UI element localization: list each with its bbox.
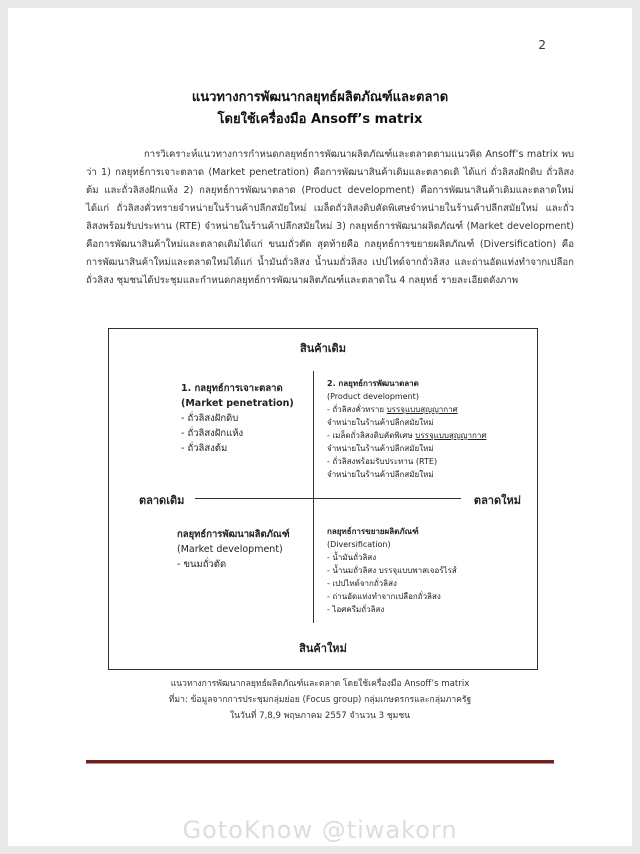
quadrant-title: 2. กลยุทธ์การพัฒนาตลาด <box>327 379 419 388</box>
quadrant-market-development <box>177 527 290 572</box>
quadrant-title: 1. กลยุทธ์การเจาะตลาด <box>181 383 283 394</box>
list-item-continued: จำหน่ายในร้านค้าปลีกสมัยใหม่ <box>327 444 434 453</box>
quadrant-diversification <box>327 525 457 616</box>
list-item <box>327 429 486 442</box>
quadrant-market-penetration <box>181 381 294 456</box>
horizontal-axis <box>195 498 461 499</box>
intro-paragraph: การวิเคราะห์แนวทางการกำหนดกลยุทธ์การพัฒนาผลิตภัณฑ์และตลาดตามแนวคิด Ansoff’s matrix พบว่า 1) กลยุทธ์การเจาะตลาด (Market penetration) คือการพัฒนาสินค้าเดิมและตลาดเดิ ได้แก่ ถั่วลิสงฝักดิบ ถั่วลิสงต้ม และถั่วลิสงฝักแห้ง 2) กลยุทธ์การพัฒนาตลาด (Product development) คือการพัฒนาสินค้าเดิมและตลาดใหม่ ได้แก่ ถั่วลิสงคั่วทรายจำหน่ายในร้านค้าปลีกสมัยใหม่ เมล็ดถั่วลิสงดิบคัดพิเศษจำหน่ายในร้านค้าปลีกสมัยใหม่ และถั่วลิสงพร้อมรับประทาน (RTE) จำหน่ายในร้านค้าปลีกสมัยใหม่ 3) กลยุทธ์การพัฒนาผลิตภัณฑ์ (Market development) คือการพัฒนาสินค้าใหม่และตลาดเดิมได้แก่ ขนมถั่วตัด สุดท้ายคือ กลยุทธ์การขยายผลิตภัณฑ์ (Diversification) คือการพัฒนาสินค้าใหม่และตลาดใหม่ได้แก่ น้ำมันถั่วลิสง น้ำนมถั่วลิสง เปปไทด์จากถั่วลิสง และถ่านอัดแท่งทำจากเปลือกถั่วลิสง ชุมชนได้ประชุมและกำหนดกลยุทธ์การพัฒนาผลิตภัณฑ์และตลาดใน 4 กลยุทธ์ รายละเอียดดังภาพ <box>86 149 574 286</box>
list-item: - ถั่วลิสงพร้อมรับประทาน (RTE) <box>327 457 438 466</box>
list-item: - ขนมถั่วตัด <box>177 559 227 570</box>
document-subtitle: โดยใช้เครื่องมือ Ansoff’s matrix <box>217 112 423 127</box>
quadrant-subtitle: (Market development) <box>177 544 283 555</box>
list-item-text: บรรจุแบบสุญญากาศ <box>415 431 487 440</box>
figure-source: ที่มา: ข้อมูลจากการประชุมกลุ่มย่อย (Focus group) กลุ่มเกษตรกรและกลุ่มภาครัฐ <box>168 695 472 705</box>
page-number: 2 <box>538 38 546 52</box>
list-item-text: บรรจุแบบสุญญากาศ <box>386 405 458 414</box>
vertical-axis <box>313 371 314 623</box>
ansoff-matrix-diagram <box>108 328 538 670</box>
list-item: - น้ำนมถั่วลิสง บรรจุแบบพาสเจอร์ไรส์ <box>327 566 457 575</box>
list-item-continued: จำหน่ายในร้านค้าปลีกสมัยใหม่ <box>327 418 434 427</box>
quadrant-title: กลยุทธ์การขยายผลิตภัณฑ์ <box>327 527 419 536</box>
figure-date: ในวันที่ 7,8,9 พฤษภาคม 2557 จำนวน 3 ชุมชน <box>229 711 411 721</box>
list-item: - เปปไทด์จากถั่วลิสง <box>327 579 397 588</box>
list-item: - ถั่วลิสงฝักดิบ <box>181 413 239 424</box>
figure-caption: แนวทางการพัฒนากลยุทธ์ผลิตภัณฑ์และตลาด โดยใช้เครื่องมือ Ansoff’s matrix <box>170 679 470 689</box>
list-item-text: - เมล็ดถั่วลิสงดิบคัดพิเศษ <box>327 431 416 440</box>
quadrant-subtitle: (Market penetration) <box>181 398 294 409</box>
list-item-text: - ถั่วลิสงคั่วทราย <box>327 405 387 414</box>
label-existing-markets: ตลาดเดิม <box>139 494 185 507</box>
list-item: - น้ำมันถั่วลิสง <box>327 553 377 562</box>
document-page <box>8 8 632 846</box>
document-title: แนวทางการพัฒนากลยุทธ์ผลิตภัณฑ์และตลาด <box>191 90 449 105</box>
label-new-products: สินค้าใหม่ <box>299 642 347 655</box>
label-existing-products: สินค้าเดิม <box>300 342 346 355</box>
quadrant-subtitle: (Product development) <box>327 392 419 401</box>
list-item: - ถั่วลิสงฝักแห้ง <box>181 428 244 439</box>
list-item <box>327 403 486 416</box>
watermark: GotoKnow @tiwakorn <box>182 816 458 844</box>
footer-rule-thin <box>86 763 554 764</box>
quadrant-subtitle: (Diversification) <box>327 540 391 549</box>
list-item: - ถ่านอัดแท่งทำจากเปลือกถั่วลิสง <box>327 592 441 601</box>
list-item-continued: จำหน่ายในร้านค้าปลีกสมัยใหม่ <box>327 470 434 479</box>
quadrant-title: กลยุทธ์การพัฒนาผลิตภัณฑ์ <box>177 529 290 540</box>
list-item: - ไอศครีมถั่วลิสง <box>327 605 385 614</box>
label-new-markets: ตลาดใหม่ <box>473 494 521 507</box>
list-item: - ถั่วลิสงต้ม <box>181 443 228 454</box>
quadrant-product-development <box>327 377 486 481</box>
